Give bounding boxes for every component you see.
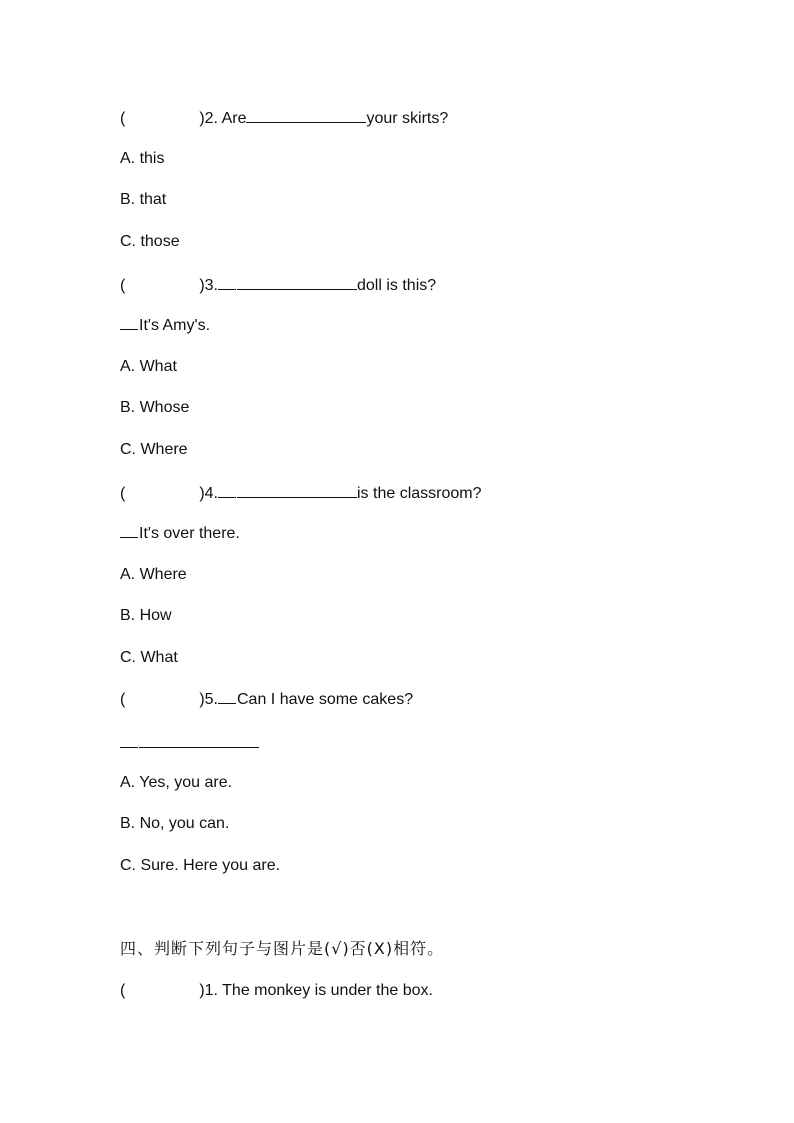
reply-text: It's Amy's. [139,317,211,334]
answer-paren-open: ( [120,110,126,127]
reply-text: It's over there. [139,525,240,542]
question-number: )4. [199,485,218,502]
answer-paren-open: ( [120,982,126,999]
dialogue-dash [218,279,236,290]
dialogue-dash [218,487,236,498]
dialogue-reply [120,316,210,336]
question-number: )5. [199,691,218,708]
question-text: is the classroom? [357,485,482,502]
judge-item-1 [120,981,433,1001]
section-title: 四、判断下列句子与图片是(√)否(X)相符。 [120,939,445,958]
question-text: your skirts? [366,110,449,127]
question-number: )2. Are [199,110,247,127]
fill-blank[interactable] [237,274,357,290]
answer-paren-open: ( [120,691,126,708]
dialogue-dash [120,319,138,330]
question-text: doll is this? [357,277,437,294]
dialogue-dash [218,693,236,704]
fill-blank[interactable] [246,107,366,123]
fill-blank[interactable] [139,732,259,748]
dialogue-dash [120,737,138,748]
option-c: C. What [120,649,178,666]
option-c: C. Sure. Here you are. [120,857,281,874]
question-2 [120,107,448,127]
question-text: )1. The monkey is under the box. [199,982,433,999]
option-b: B. How [120,607,172,624]
answer-paren-open: ( [120,277,126,294]
option-a: A. this [120,150,165,167]
question-text: Can I have some cakes? [237,691,414,708]
option-a: A. Yes, you are. [120,774,233,791]
option-a: A. Where [120,566,187,583]
question-5 [120,690,413,710]
option-b: B. that [120,191,167,208]
dialogue-dash [120,527,138,538]
question-4 [120,482,482,502]
dialogue-reply [120,524,240,544]
option-b: B. Whose [120,399,190,416]
option-b: B. No, you can. [120,815,230,832]
answer-paren-open: ( [120,485,126,502]
option-c: C. Where [120,441,188,458]
question-3 [120,274,436,294]
question-number: )3. [199,277,218,294]
fill-blank[interactable] [237,482,357,498]
option-c: C. those [120,233,180,250]
dialogue-reply [120,732,259,752]
option-a: A. What [120,358,177,375]
